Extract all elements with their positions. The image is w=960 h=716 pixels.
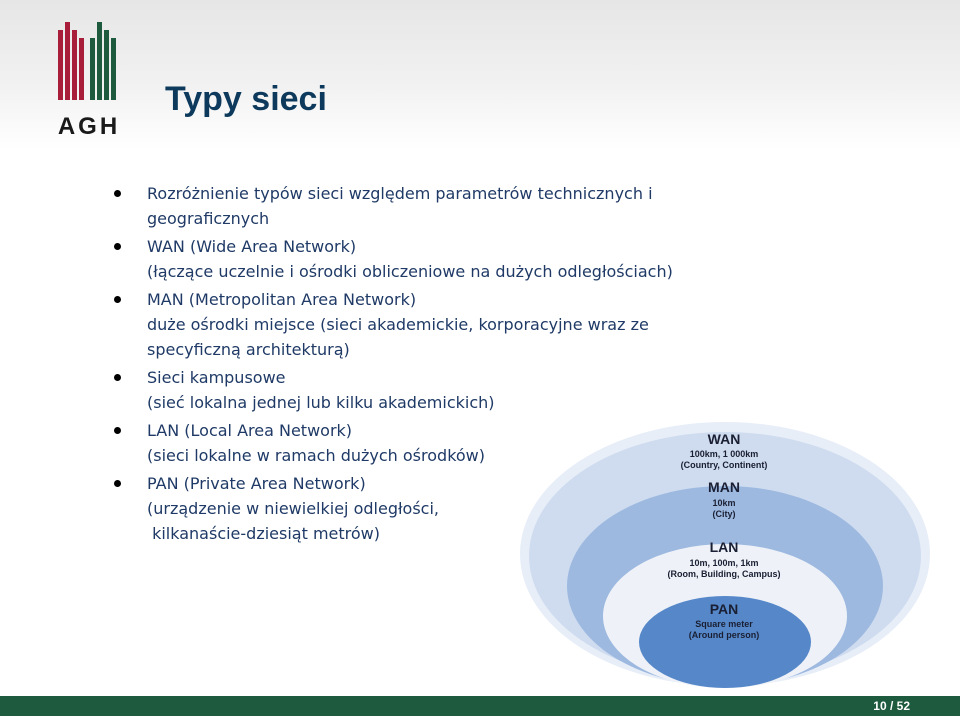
bullet-line: (sieć lokalna jednej lub kilku akademickich) [147, 393, 495, 412]
man-range: 10km [712, 498, 736, 508]
wan-label: WAN [707, 431, 741, 447]
man-label: MAN [708, 479, 740, 495]
man-scope: (City) [712, 509, 736, 519]
logo-text: AGH [57, 113, 121, 140]
bullet-item [112, 181, 832, 231]
agh-logo [44, 12, 134, 140]
bullet-line: (łączące uczelnie i ośrodki obliczeniowe na dużych odległościach) [147, 262, 673, 281]
lan-label: LAN [709, 539, 739, 555]
slide-header [0, 0, 960, 150]
pan-label: PAN [709, 601, 739, 617]
bullet-item [112, 287, 832, 362]
bullet-line: Rozróżnienie typów sieci względem parametrów technicznych i [147, 184, 653, 203]
page-number: 10 / 52 [873, 699, 910, 713]
bullet-line: PAN (Private Area Network) [147, 474, 366, 493]
bullet-line: WAN (Wide Area Network) [147, 237, 357, 256]
bullet-item [112, 234, 832, 284]
bullet-line: (sieci lokalne w ramach dużych ośrodków) [147, 446, 485, 465]
pan-scope: (Around person) [688, 630, 760, 640]
bullet-line: duże ośrodki miejsce (sieci akademickie, korporacyjne wraz ze [147, 315, 649, 334]
lan-range: 10m, 100m, 1km [689, 558, 759, 568]
network-scope-diagram [520, 420, 930, 688]
pan-range: Square meter [695, 619, 753, 629]
bullet-line: specyficzną architekturą) [147, 340, 350, 359]
bullet-item [112, 365, 832, 415]
bullet-line: MAN (Metropolitan Area Network) [147, 290, 417, 309]
bullet-line: Sieci kampusowe [147, 368, 286, 387]
bullet-line: geograficznych [147, 209, 270, 228]
slide-title: Typy sieci [165, 80, 327, 118]
slide-footer [0, 696, 960, 716]
bullet-line: LAN (Local Area Network) [147, 421, 353, 440]
bullet-line: (urządzenie w niewielkiej odległości, [147, 499, 439, 518]
lan-scope: (Room, Building, Campus) [667, 569, 781, 579]
wan-scope: (Country, Continent) [680, 460, 768, 470]
bullet-line: kilkanaście-dziesiąt metrów) [147, 524, 381, 543]
wan-range: 100km, 1 000km [689, 449, 759, 459]
